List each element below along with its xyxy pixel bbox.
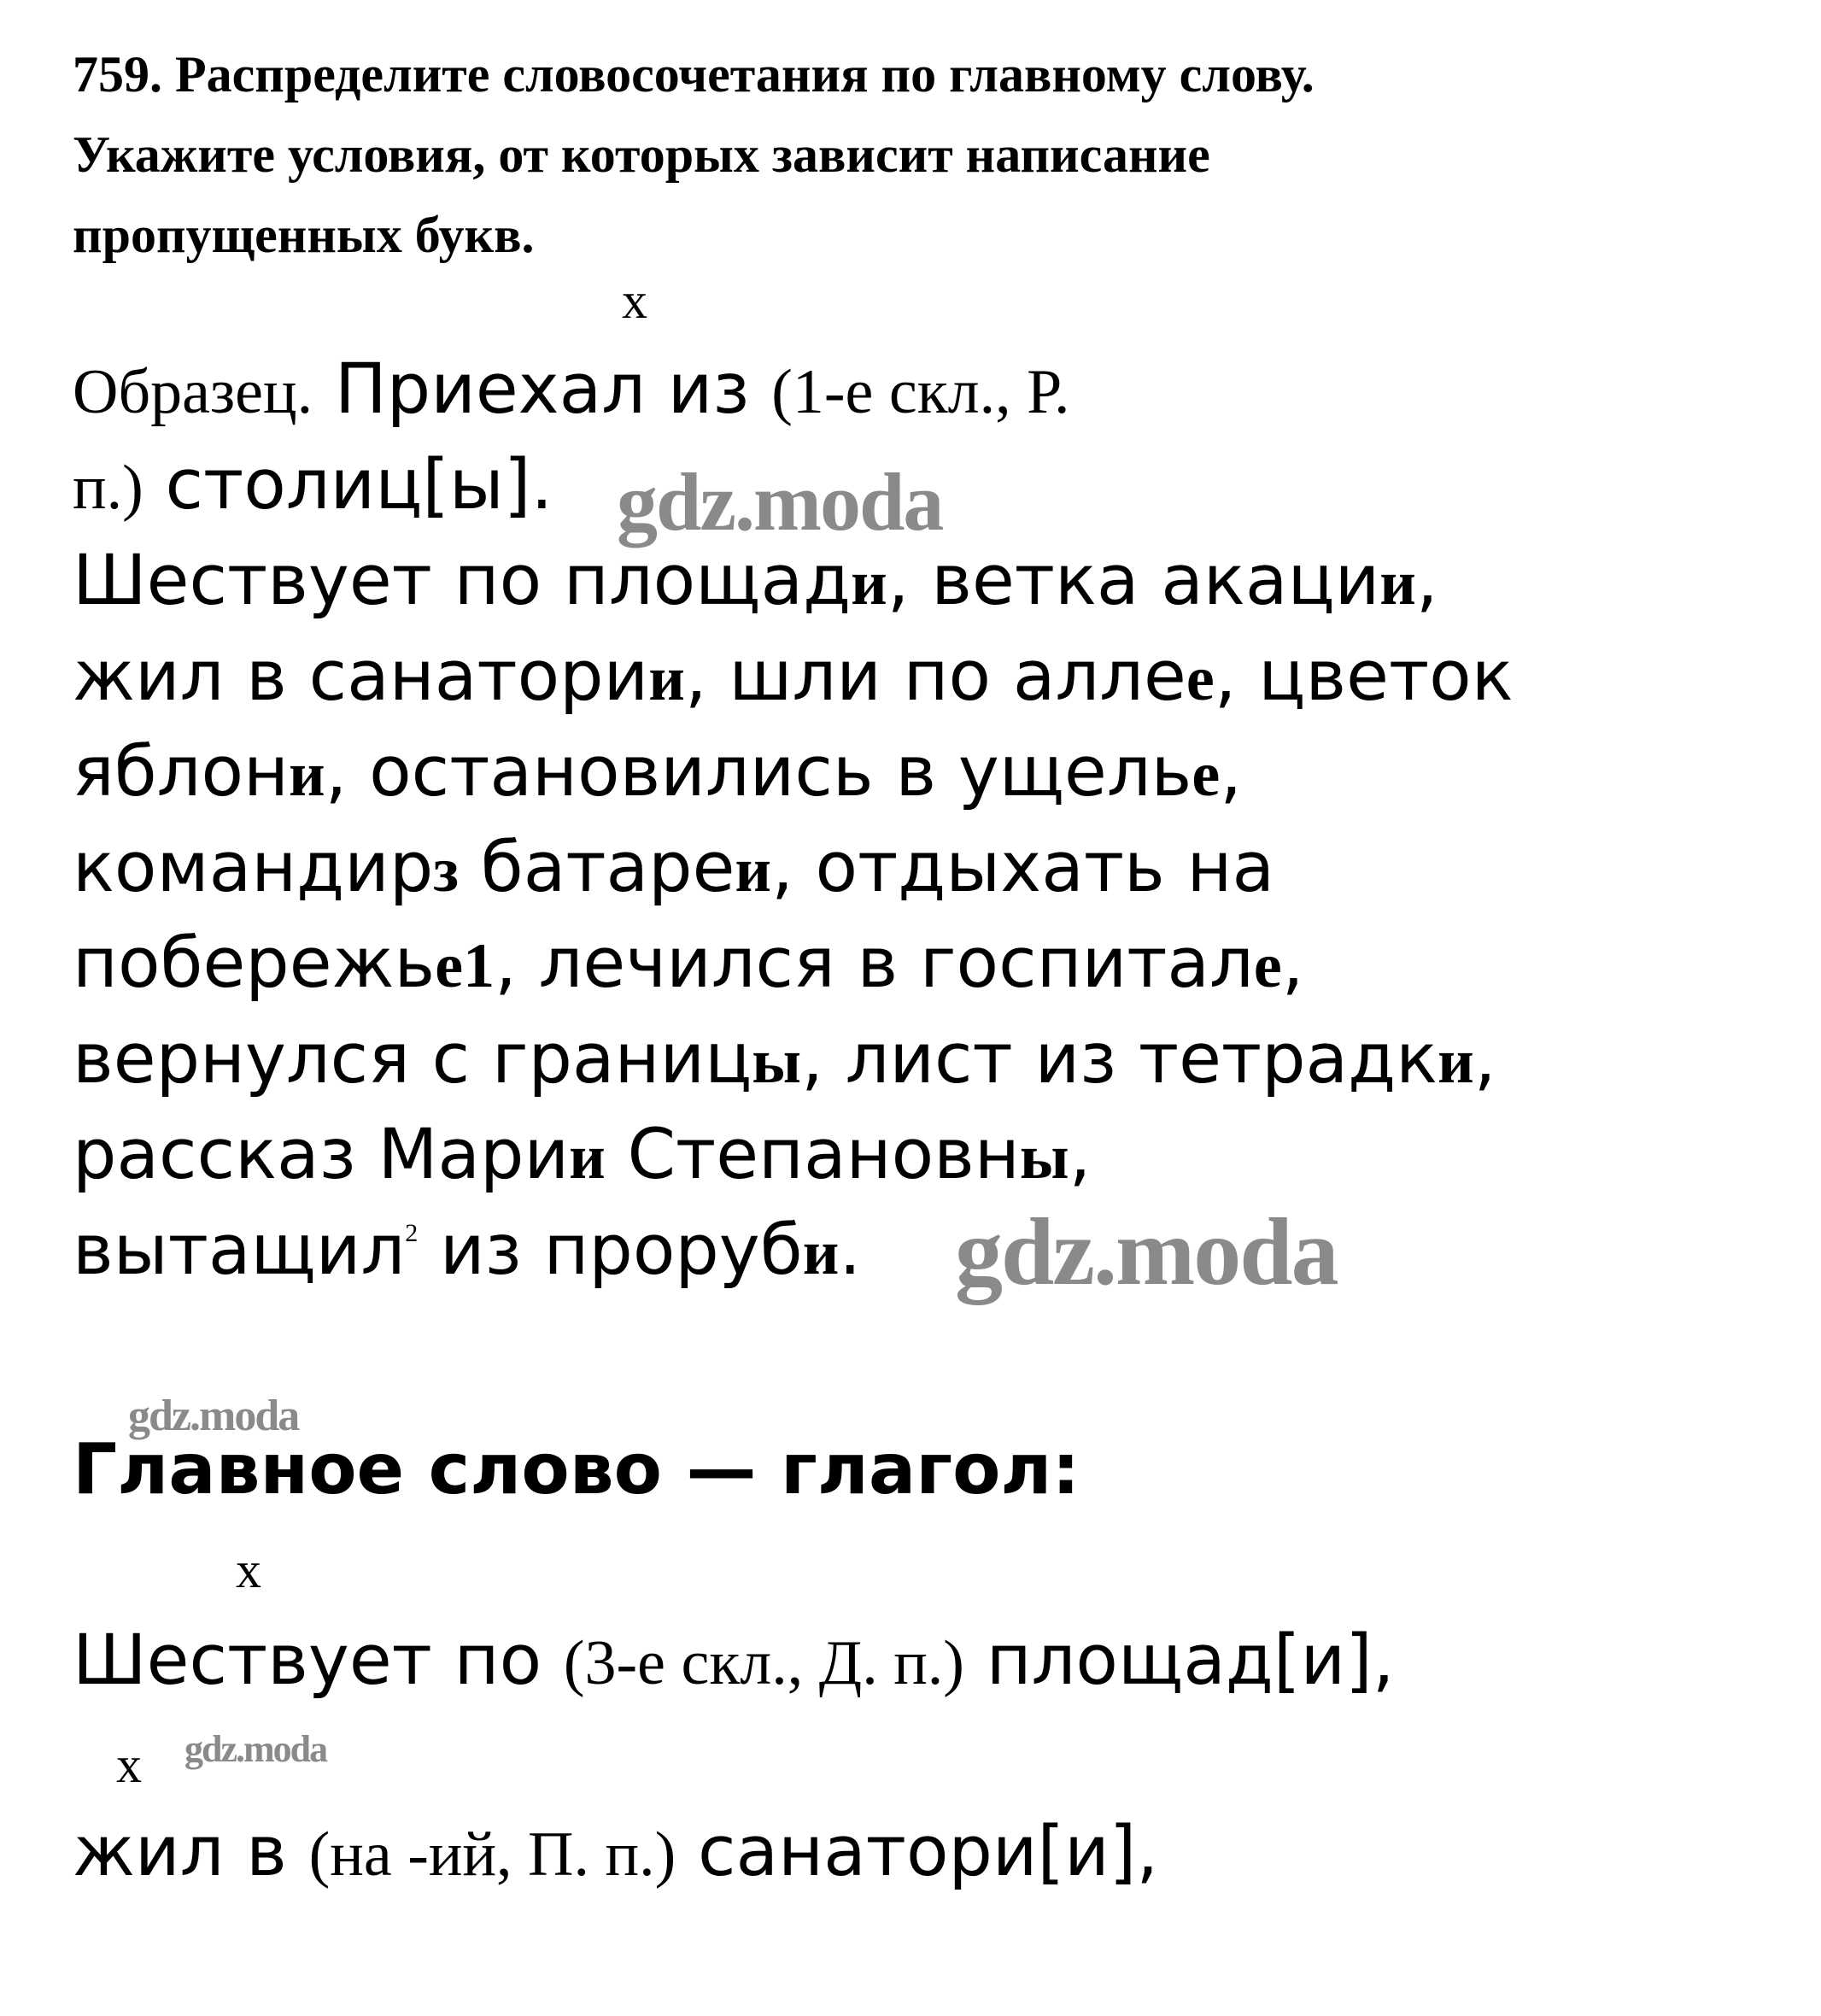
answer-note: (3-е скл., Д. п.) [563, 1628, 964, 1698]
answer-word: санатори[и], [676, 1812, 1159, 1892]
exercise-line-7 [73, 1115, 1092, 1195]
missing-letter: и [735, 835, 772, 905]
exercise-line-5 [73, 923, 1304, 1004]
emphasis-mark-3: х [116, 1737, 142, 1793]
answer-heading: Главное слово — глагол: [73, 1429, 1080, 1510]
missing-letter: е [1186, 644, 1215, 714]
missing-letter: и [802, 1218, 840, 1288]
answer-word: площад[и], [963, 1620, 1395, 1701]
exercise-line-6 [73, 1019, 1496, 1099]
phrase-text: Шествует по площад [73, 541, 852, 621]
phrase-text: жил в санатори [73, 636, 649, 717]
example-note-cont: п.) [73, 453, 143, 523]
phrase-text: батаре [459, 828, 735, 908]
phrase-text: , остановились в ущель [325, 732, 1192, 812]
example-label: Образец. [73, 357, 313, 427]
phrase-text: , лечился в госпитал [495, 923, 1254, 1004]
phrase-text: командир [73, 828, 434, 908]
phrase-text: яблон [73, 732, 289, 812]
example-answer: столиц[ы]. [165, 445, 553, 525]
example-line-2 [73, 445, 553, 525]
watermark-logo: gdz.moda [184, 1728, 327, 1770]
task-line-1: 759. Распределите словосочетания по главному слову. [73, 46, 1315, 103]
missing-letter: е [1192, 740, 1221, 810]
missing-letter: з [433, 835, 459, 905]
phrase-text: , шли по алле [684, 636, 1186, 717]
phrase-text: , [1069, 1115, 1092, 1195]
missing-letter: и [569, 1122, 606, 1193]
missing-letter: и [851, 548, 887, 618]
answer-phrase: жил в [73, 1812, 309, 1892]
task-line-2: Укажите условия, от которых зависит написание [73, 126, 1210, 183]
answer-phrase: Шествует по [73, 1620, 564, 1701]
phrase-text: , [1415, 541, 1438, 621]
answer-line-1 [73, 1620, 1395, 1701]
watermark-logo: gdz.moda [955, 1199, 1338, 1305]
phrase-text: побережь [73, 923, 436, 1004]
missing-letter: ы [752, 1027, 802, 1097]
phrase-text: . [839, 1210, 862, 1291]
missing-letter: и [1437, 1027, 1474, 1097]
answer-line-2 [73, 1812, 1159, 1892]
phrase-text: , [1220, 732, 1243, 812]
missing-letter: и [648, 644, 685, 714]
footnote-mark: 2 [405, 1219, 419, 1247]
phrase-text: , [1473, 1019, 1496, 1099]
emphasis-mark-1: х [622, 273, 647, 329]
missing-letter: е [1253, 931, 1282, 1001]
missing-letter: и [1379, 548, 1416, 618]
answer-note: (на -ий, П. п.) [308, 1820, 676, 1890]
exercise-line-8 [73, 1210, 862, 1291]
phrase-text: вернулся с границ [73, 1019, 752, 1099]
watermark-logo: gdz.moda [128, 1392, 299, 1440]
task-line-3: пропущенных букв. [73, 207, 535, 263]
missing-letter: ы [1019, 1122, 1069, 1193]
watermark-logo: gdz.moda [617, 456, 943, 548]
phrase-text: , ветка акаци [887, 541, 1380, 621]
example-line-1 [73, 349, 1070, 430]
phrase-text: , лист из тетрадк [801, 1019, 1438, 1099]
exercise-line-3 [73, 732, 1243, 812]
exercise-line-1 [73, 541, 1438, 621]
phrase-text: рассказ Мари [73, 1115, 570, 1195]
example-phrase: Приехал из [334, 349, 750, 430]
emphasis-mark-2: х [236, 1542, 261, 1598]
task-text [73, 34, 1315, 275]
exercise-line-2 [73, 636, 1514, 717]
example-note: (1-е скл., Р. [771, 357, 1070, 427]
missing-letter: и [288, 740, 325, 810]
phrase-text: из проруб [418, 1210, 803, 1291]
phrase-text: , [1281, 923, 1304, 1004]
phrase-text: , цветок [1214, 636, 1514, 717]
missing-letter: е1 [435, 931, 495, 1001]
phrase-text: вытащил [73, 1210, 406, 1291]
exercise-line-4 [73, 828, 1275, 908]
phrase-text: , отдыхать на [771, 828, 1275, 908]
phrase-text: Степановн [605, 1115, 1020, 1195]
